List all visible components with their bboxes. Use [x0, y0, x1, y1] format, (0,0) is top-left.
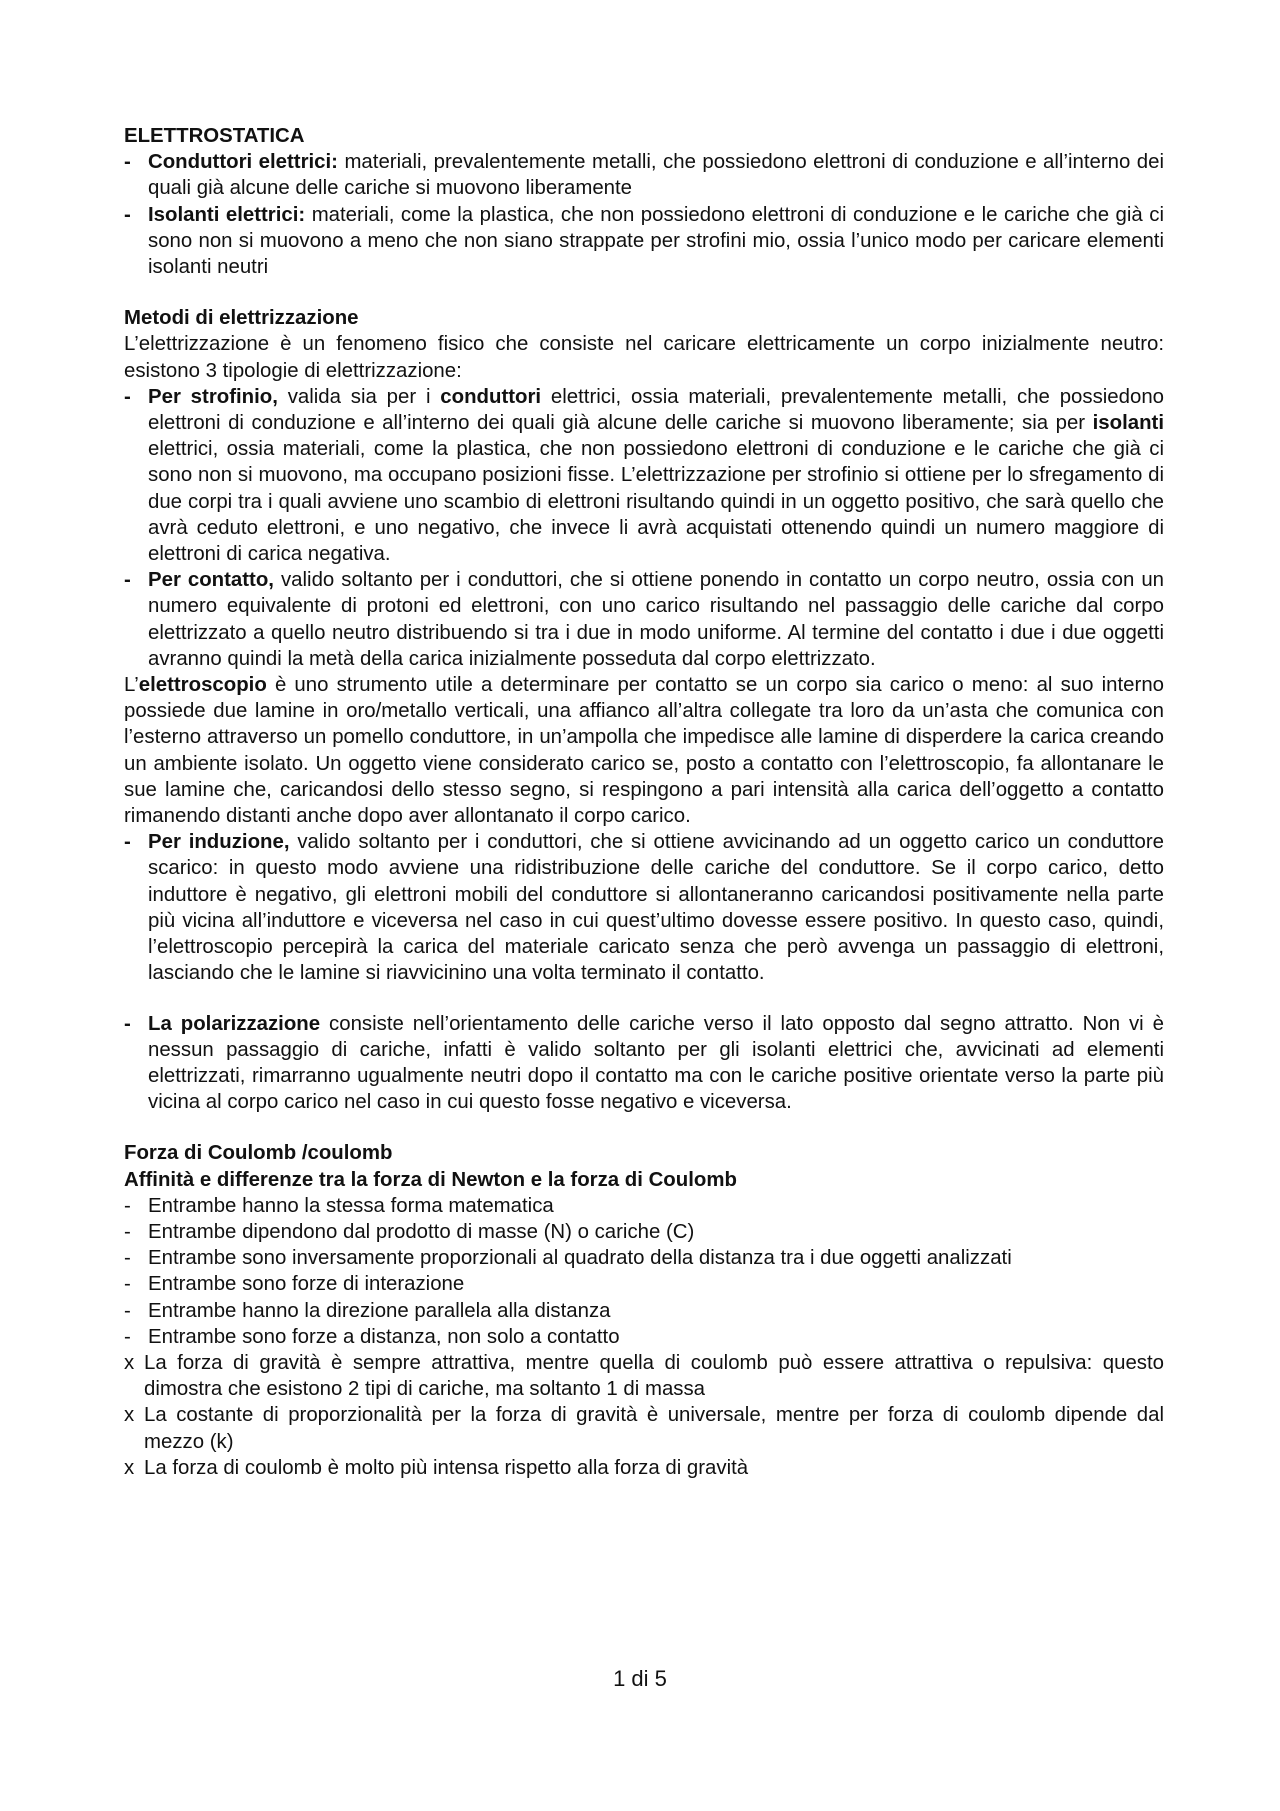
dash-marker: -	[124, 1220, 131, 1243]
term-conduttori-inline: conduttori	[440, 385, 542, 408]
list-item-affinita	[124, 1193, 1164, 1219]
text-polarizzazione: consiste nell’orientamento delle cariche verso il lato opposto dal segno attratto. Non vi è nessun passaggio di cariche, infatti è valido soltanto per gli isolanti elettrici che, avvicinati ad elementi elettrizzati, rimarranno ugualmente neutri dopo il contatto ma con le cariche positive orientate verso la parte più vicina al corpo carico nel caso in cui questo fosse negativo e viceversa.	[148, 1012, 1164, 1114]
cross-marker: x	[124, 1456, 135, 1479]
text-elettroscopio-pre: L’	[124, 674, 139, 697]
affinita-text: Entrambe sono inversamente proporzionali al quadrato della distanza tra i due oggetti analizzati	[148, 1247, 1012, 1270]
affinita-text: Entrambe hanno la stessa forma matematica	[148, 1194, 554, 1217]
text-strofinio-1: valida sia per i	[277, 385, 441, 408]
list-item-contatto	[124, 567, 1164, 672]
section-title-coulomb: Forza di Coulomb /coulomb	[124, 1142, 393, 1165]
term-induzione: Per induzione,	[148, 831, 290, 854]
dash-marker: -	[124, 569, 131, 592]
term-isolanti: Isolanti elettrici:	[148, 203, 306, 226]
list-item-differenza	[124, 1350, 1164, 1402]
dash-marker: -	[124, 1012, 131, 1035]
page-number: 1 di 5	[613, 1666, 667, 1691]
list-item-differenza	[124, 1402, 1164, 1454]
differenza-text: La forza di gravità è sempre attrattiva, mentre quella di coulomb può essere attrattiva o repulsiva: questo dimostra che esistono 2 tipi di cariche, ma soltanto 1 di massa	[144, 1351, 1164, 1401]
affinita-text: Entrambe dipendono dal prodotto di masse (N) o cariche (C)	[148, 1220, 695, 1243]
list-item-affinita	[124, 1245, 1164, 1271]
list-item-affinita	[124, 1298, 1164, 1324]
term-polarizzazione: La polarizzazione	[148, 1012, 321, 1035]
term-isolanti-inline: isolanti	[1092, 412, 1164, 435]
differenza-text: La costante di proporzionalità per la forza di gravità è universale, mentre per forza di coulomb dipende dal mezzo (k)	[144, 1404, 1164, 1453]
term-strofinio: Per strofinio,	[148, 385, 278, 408]
list-item-induzione	[124, 829, 1164, 986]
dash-marker: -	[124, 203, 131, 226]
dash-marker: -	[124, 831, 131, 854]
dash-marker: -	[124, 1273, 131, 1296]
affinita-text: Entrambe hanno la direzione parallela alla distanza	[148, 1299, 611, 1322]
section-title-metodi: Metodi di elettrizzazione	[124, 307, 359, 330]
text-strofinio-2: elettrici, ossia materiali, prevalentemente metalli, che possiedono elettroni di conduzione e all’interno dei quali già alcune delle cariche si muovono liberamente; sia per	[148, 385, 1164, 435]
subtitle-affinita-differenze: Affinità e differenze tra la forza di Newton e la forza di Coulomb	[124, 1168, 737, 1191]
text-elettroscopio: è uno strumento utile a determinare per contatto se un corpo sia carico o meno: al suo interno possiede due lamine in oro/metallo verticali, una affianco all’altra collegate tra loro da un’asta che comunica con l’esterno attraverso un pomello conduttore, in un’ampolla che impedisce alle lamine di disperdere la carica creando un ambiente isolato. Un oggetto viene considerato carico se, posto a contatto con l’elettroscopio, fa allontanare le sue lamine che, caricandosi dello stesso segno, si respingono a pari intensità alla carica dell’oggetto a contatto rimanendo distanti anche dopo aver allontanato il corpo carico.	[124, 674, 1164, 828]
dash-marker: -	[124, 1325, 131, 1348]
dash-marker: -	[124, 385, 131, 408]
list-item-affinita	[124, 1271, 1164, 1297]
text-isolanti: materiali, come la plastica, che non possiedono elettroni di conduzione e le cariche che già ci sono non si muovono a meno che non siano strappate per strofini mio, ossia l’unico modo per caricare elementi isolanti neutri	[148, 203, 1164, 279]
dash-marker: -	[124, 1299, 131, 1322]
term-conduttori: Conduttori elettrici:	[148, 151, 338, 174]
list-item-differenza	[124, 1455, 1164, 1481]
affinita-text: Entrambe sono forze a distanza, non solo a contatto	[148, 1325, 620, 1348]
paragraph-elettroscopio	[124, 672, 1164, 829]
list-item-strofinio	[124, 384, 1164, 567]
list-item-conduttori	[124, 149, 1164, 201]
text-induzione: valido soltanto per i conduttori, che si ottiene avvicinando ad un oggetto carico un conduttore scarico: in questo modo avviene una ridistribuzione delle cariche del conduttore. Se il corpo carico, detto induttore è negativo, gli elettroni mobili del conduttore si allontaneranno caricandosi positivamente nella parte più vicina all’induttore e viceversa nel caso in cui quest’ultimo dovesse essere positivo. In questo caso, quindi, l’elettroscopio percepirà la carica del materiale caricato senza che però avvenga un passaggio di elettroni, lasciando che le lamine si riavvicinino una volta terminato il contatto.	[148, 831, 1164, 985]
section-title-elettrostatica: ELETTROSTATICA	[124, 125, 305, 147]
list-item-isolanti	[124, 202, 1164, 281]
dash-marker: -	[124, 1247, 131, 1270]
text-strofinio-3: elettrici, ossia materiali, come la plastica, che non possiedono elettroni di conduzione e le cariche che già ci sono non si muovono, ma occupano posizioni fisse. L’elettrizzazione per strofinio si ottiene per lo sfregamento di due corpi tra i quali avviene uno scambio di elettroni risultando quindi in un oggetto positivo, che sarà quello che avrà ceduto elettroni, e uno negativo, che invece li avrà acquistati ottenendo quindi un numero maggiore di elettroni di carica negativa.	[148, 438, 1164, 566]
list-item-polarizzazione	[124, 1011, 1164, 1116]
differenza-text: La forza di coulomb è molto più intensa rispetto alla forza di gravità	[144, 1456, 749, 1479]
text-contatto: valido soltanto per i conduttori, che si ottiene ponendo in contatto un corpo neutro, ossia con un numero equivalente di protoni ed elettroni, con uno carico risultando nel passaggio delle cariche dal corpo elettrizzato a quello neutro distribuendo si tra i due in modo uniforme. Al termine del contatto i due i due oggetti avranno quindi la metà della carica inizialmente posseduta dal corpo elettrizzato.	[148, 569, 1164, 670]
affinita-text: Entrambe sono forze di interazione	[148, 1273, 465, 1296]
text-conduttori: materiali, prevalentemente metalli, che possiedono elettroni di conduzione e all’interno dei quali già alcune delle cariche si muovono liberamente	[148, 151, 1165, 200]
paragraph-intro-elettrizzazione: L’elettrizzazione è un fenomeno fisico che consiste nel caricare elettricamente un corpo inizialmente neutro: esistono 3 tipologie di elettrizzazione:	[124, 333, 1164, 382]
dash-marker: -	[124, 151, 131, 174]
list-item-affinita	[124, 1324, 1164, 1350]
term-contatto: Per contatto,	[148, 569, 274, 592]
dash-marker: -	[124, 1194, 131, 1217]
cross-marker: x	[124, 1351, 135, 1374]
list-item-affinita	[124, 1219, 1164, 1245]
cross-marker: x	[124, 1404, 135, 1427]
term-elettroscopio: elettroscopio	[138, 674, 267, 697]
